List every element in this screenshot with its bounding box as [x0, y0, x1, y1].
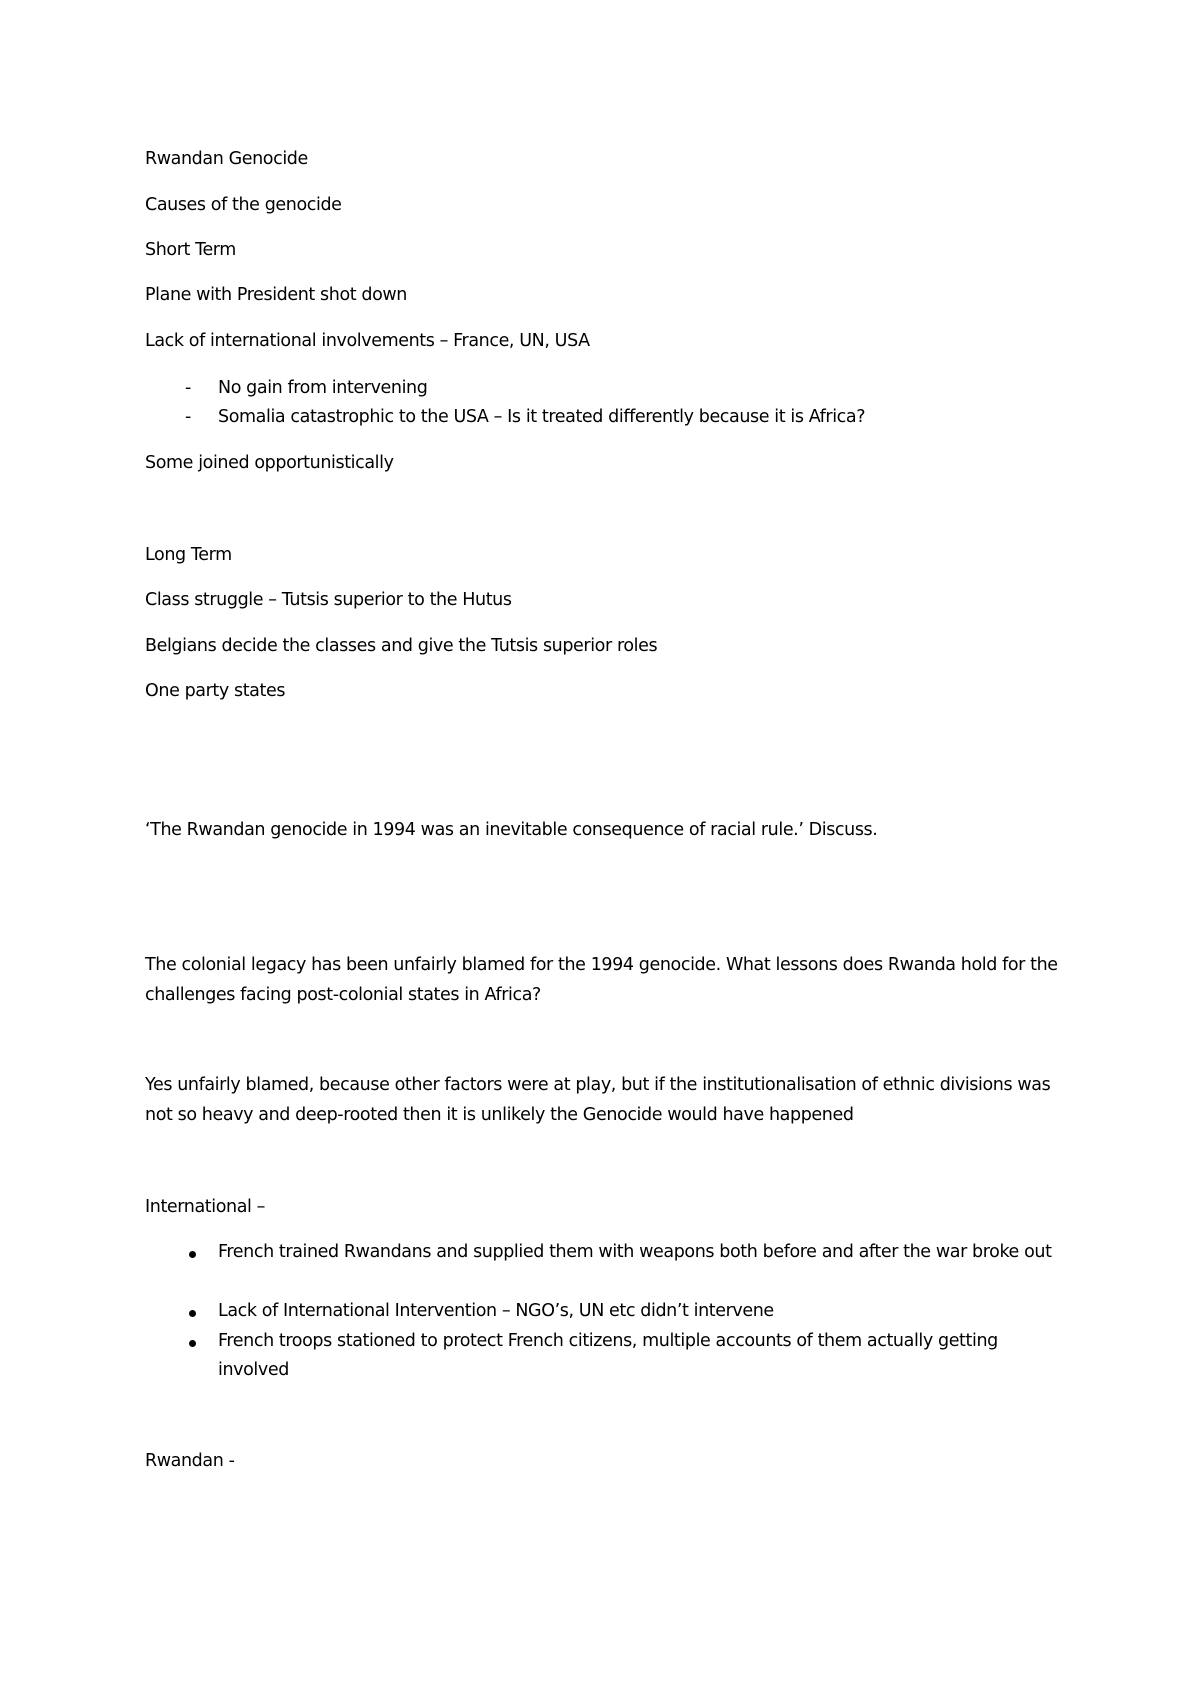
bullet-item-text: Lack of International Intervention – NGO’s, UN etc didn’t intervene: [218, 1301, 774, 1321]
dash-marker: -: [185, 378, 191, 398]
short-term-line: Lack of international involvements – France, UN, USA: [145, 331, 590, 351]
bullet-item-text: French troops stationed to protect French citizens, multiple accounts of them actually getting involved: [218, 1331, 998, 1380]
short-term-heading: Short Term: [145, 240, 236, 260]
document-title: Rwandan Genocide: [145, 149, 308, 169]
long-term-heading: Long Term: [145, 545, 232, 565]
long-term-line: Class struggle – Tutsis superior to the Hutus: [145, 590, 512, 610]
bullet-icon: [189, 1251, 196, 1258]
bullet-icon: [189, 1310, 196, 1317]
dash-marker: -: [185, 407, 191, 427]
international-heading: International –: [145, 1197, 266, 1217]
bullet-item-text: French trained Rwandans and supplied them with weapons both before and after the war broke out: [218, 1242, 1052, 1262]
question-one: ‘The Rwandan genocide in 1994 was an inevitable consequence of racial rule.’ Discuss.: [145, 820, 878, 840]
long-term-line: Belgians decide the classes and give the Tutsis superior roles: [145, 636, 658, 656]
rwandan-heading: Rwandan -: [145, 1451, 235, 1471]
short-term-line: Plane with President shot down: [145, 285, 408, 305]
short-term-after: Some joined opportunistically: [145, 453, 394, 473]
causes-heading: Causes of the genocide: [145, 195, 342, 215]
answer-paragraph: Yes unfairly blamed, because other factors were at play, but if the institutionalisation of ethnic divisions was not so heavy and deep-rooted then it is unlikely the Genocide would have happened: [145, 1075, 1051, 1125]
bullet-icon: [189, 1340, 196, 1347]
long-term-line: One party states: [145, 681, 286, 701]
dash-item-text: No gain from intervening: [218, 378, 428, 398]
dash-item-text: Somalia catastrophic to the USA – Is it treated differently because it is Africa?: [218, 407, 866, 427]
question-two: The colonial legacy has been unfairly blamed for the 1994 genocide. What lessons does Rwanda hold for the challenges facing post-colonial states in Africa?: [145, 955, 1058, 1005]
